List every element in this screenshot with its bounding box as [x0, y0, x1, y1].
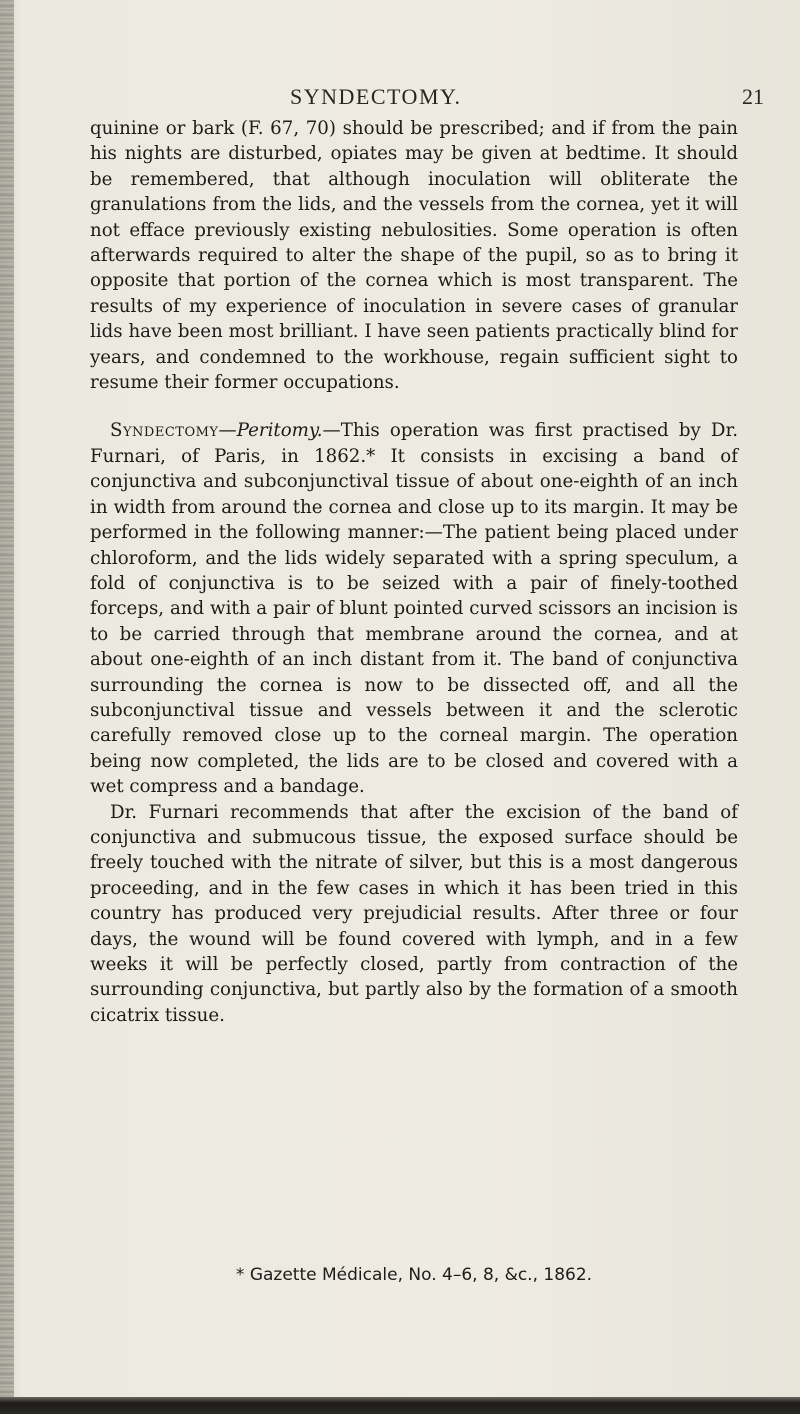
paragraph-furnari-recommendation: Dr. Furnari recommends that after the excision of the band of conjunctiva and submucous tissue, the exposed surface should be freely touched with the nitrate of silver, but this is a most dangerous proceeding, and in the few cases in which it has been tried in this country has produced very prejudicial results. After three or four days, the wound will be found covered with lymph, and in a few weeks it will be perfectly closed, partly from contraction of the surrounding conjunctiva, but partly also by the formation of a smooth cicatrix tissue.	[90, 801, 738, 1026]
scan-bottom-edge	[0, 1397, 800, 1414]
peritomy-synonym: Peritomy.	[236, 420, 323, 442]
paragraph-inoculation-results: quinine or bark (F. 67, 70) should be prescribed; and if from the pain his nights are disturbed, opiates may be given at bedtime. It should be remembered, that although inoculation will obliterate the granulations from the lids, and the vessels from the cornea, yet it will not efface previously existing nebulosities. Some operation is often afterwards required to alter the shape of the pupil, so as to bring it opposite that portion of the cornea which is most transparent. The results of my experience of inoculation in severe cases of granular lids have been most brilliant. I have seen patients practically blind for years, and condemned to the workhouse, regain sufficient sight to resume their former occupations.	[90, 118, 738, 394]
footnote: * Gazette Médicale, No. 4–6, 8, &c., 1862.	[235, 1265, 593, 1285]
body-text	[90, 116, 738, 1028]
binding-edge	[0, 0, 14, 1414]
page-header	[0, 84, 800, 114]
running-title: SYNDECTOMY.	[290, 84, 462, 109]
syndectomy-term: Syndectomy	[110, 420, 219, 442]
page-number: 21	[742, 84, 764, 109]
term-dash: —	[218, 420, 237, 442]
paragraph-syndectomy	[90, 418, 738, 799]
syndectomy-description: —This operation was first practised by Dr. Furnari, of Paris, in 1862.* It consists in excising a band of conjunctiva and subconjunctival tissue of about one-eighth of an inch in width from around the cornea and close up to its margin. It may be performed in the following manner:—The patient being placed under chloroform, and the lids widely separated with a spring speculum, a fold of conjunctiva is to be seized with a pair of finely-toothed forceps, and with a pair of blunt pointed curved scissors an incision is to be carried through that membrane around the cornea, and at about one-eighth of an inch distant from it. The band of conjunctiva surrounding the cornea is now to be dissected off, and all the subconjunctival tissue and vessels between it and the sclerotic carefully removed close up to the corneal margin. The operation being now completed, the lids are to be closed and covered with a wet compress and a bandage.	[90, 420, 738, 798]
